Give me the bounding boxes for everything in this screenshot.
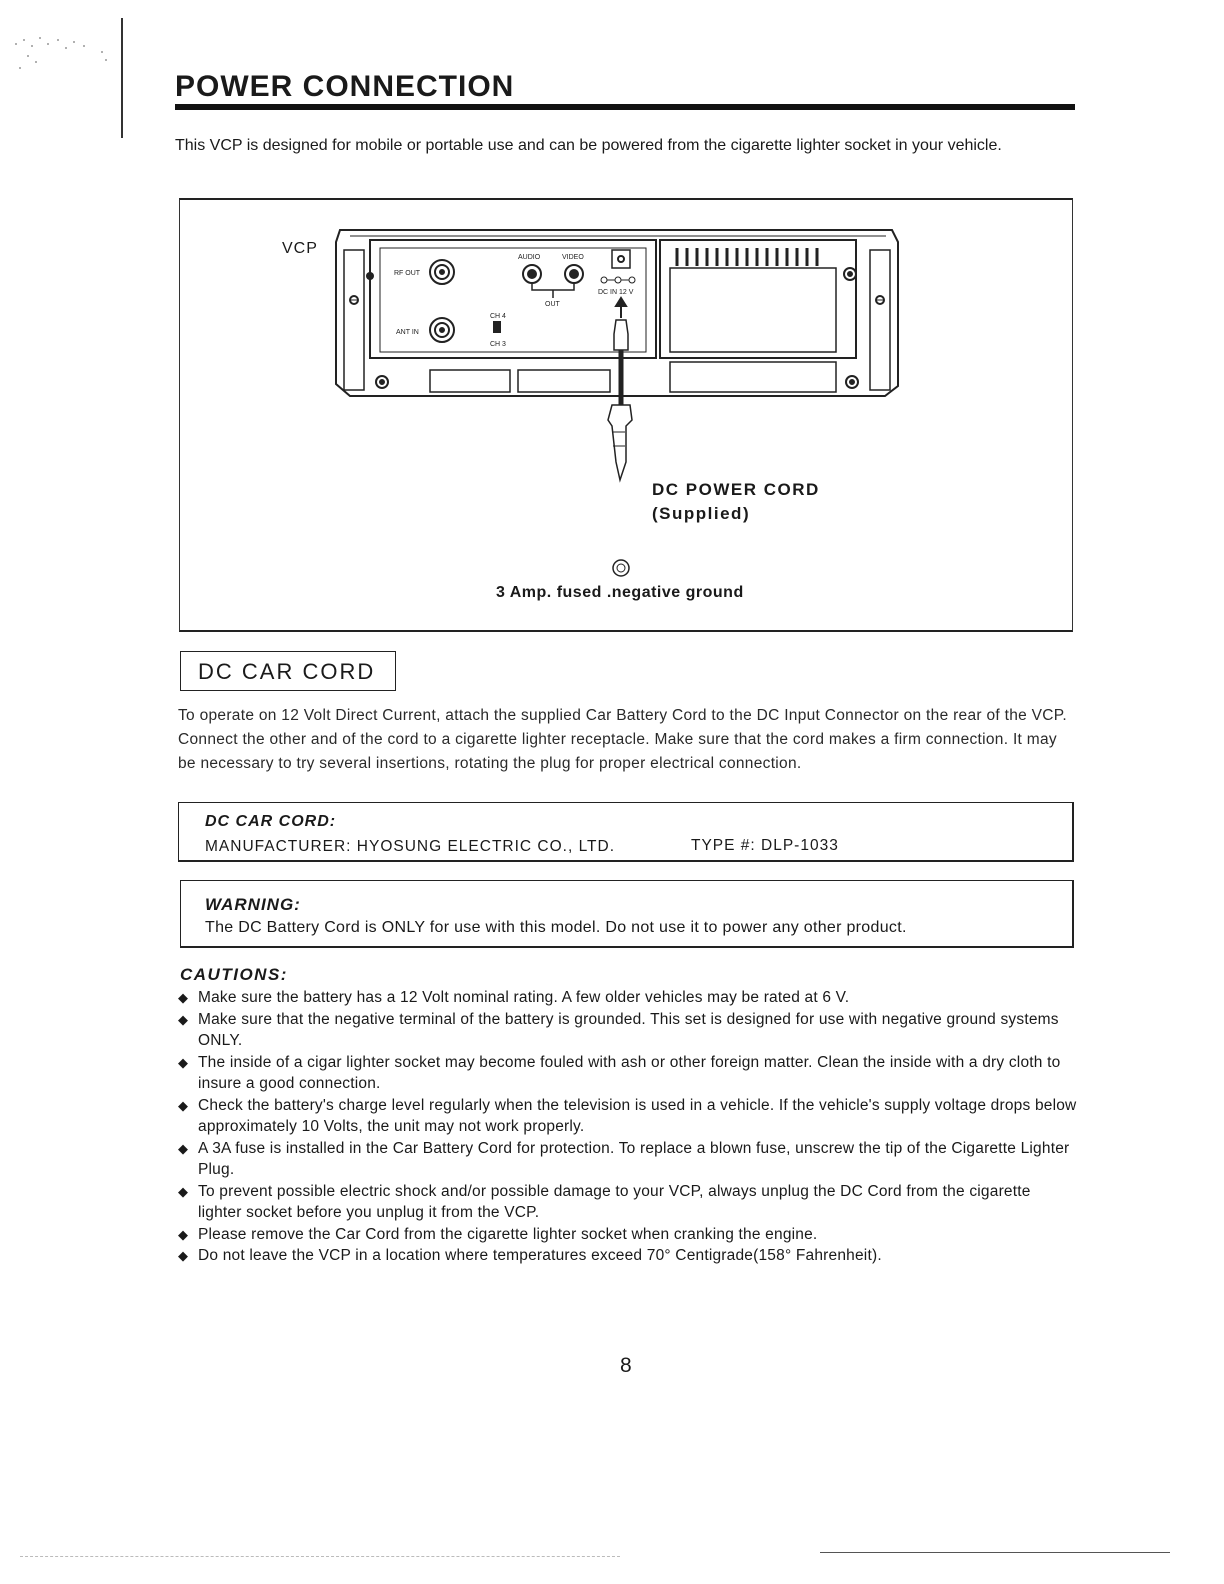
caution-text: Check the battery's charge level regularly when the television is used in a vehicle. If the vehicle's supply voltage drops below approximately 10 Volts, the unit may not work properly. bbox=[198, 1096, 1077, 1135]
vcp-label: VCP bbox=[282, 240, 318, 257]
caution-item bbox=[178, 1052, 1078, 1095]
title-rule bbox=[175, 104, 1075, 110]
dc-power-cord-line2: (Supplied) bbox=[652, 504, 751, 523]
scan-speckle bbox=[6, 30, 116, 90]
section-heading-dc-car-cord: DC CAR CORD bbox=[180, 651, 396, 691]
caution-item bbox=[178, 1224, 1078, 1246]
intro-paragraph: This VCP is designed for mobile or portable use and can be powered from the cigarette lighter socket in your vehicle. bbox=[175, 137, 1002, 154]
warning-title: WARNING: bbox=[205, 895, 301, 914]
page-title: POWER CONNECTION bbox=[175, 70, 515, 103]
ant-in-label: ANT IN bbox=[396, 329, 419, 336]
manufacturer-text: MANUFACTURER: HYOSUNG ELECTRIC CO., LTD. bbox=[205, 838, 616, 855]
diamond-bullet-icon: ◆ bbox=[178, 1248, 189, 1263]
warning-box bbox=[180, 880, 1074, 948]
diamond-bullet-icon: ◆ bbox=[178, 1140, 189, 1156]
page-number: 8 bbox=[620, 1354, 632, 1377]
cautions-title: CAUTIONS: bbox=[180, 965, 288, 984]
bottom-rule-left bbox=[20, 1556, 620, 1557]
cautions-list bbox=[178, 987, 1078, 1267]
caution-item bbox=[178, 1138, 1078, 1181]
diamond-bullet-icon: ◆ bbox=[178, 1183, 189, 1199]
caution-item bbox=[178, 1245, 1078, 1267]
vcp-rear-panel-drawing bbox=[180, 200, 1074, 634]
dc-power-cord-label bbox=[652, 478, 820, 526]
caution-text: To prevent possible electric shock and/or possible damage to your VCP, always unplug the DC Cord from the cigarette lighter socket before you unplug it from the VCP. bbox=[198, 1182, 1031, 1221]
dc-in-label: DC IN 12 V bbox=[598, 289, 634, 296]
diamond-bullet-icon: ◆ bbox=[178, 1226, 189, 1242]
caution-text: The inside of a cigar lighter socket may become fouled with ash or other foreign matter. Clean the inside with a dry cloth to insure a good connection. bbox=[198, 1053, 1061, 1092]
diamond-bullet-icon: ◆ bbox=[178, 1054, 189, 1070]
caution-item bbox=[178, 1009, 1078, 1052]
ch3-label: CH 3 bbox=[490, 341, 506, 348]
vcp-diagram bbox=[179, 198, 1073, 632]
caution-item bbox=[178, 987, 1078, 1009]
caution-text: Please remove the Car Cord from the cigarette lighter socket when cranking the engine. bbox=[198, 1225, 818, 1243]
caution-text: Make sure that the negative terminal of the battery is grounded. This set is designed for use with negative ground systems ONLY. bbox=[198, 1010, 1059, 1049]
caution-item bbox=[178, 1095, 1078, 1138]
dc-car-cord-info-box bbox=[178, 802, 1074, 862]
ch4-label: CH 4 bbox=[490, 313, 506, 320]
type-number-text: TYPE #: DLP-1033 bbox=[691, 837, 839, 854]
fuse-label: 3 Amp. fused .negative ground bbox=[496, 584, 744, 601]
info-box-title: DC CAR CORD: bbox=[205, 813, 337, 830]
out-label: OUT bbox=[545, 301, 560, 308]
video-label: VIDEO bbox=[562, 254, 584, 261]
diamond-bullet-icon: ◆ bbox=[178, 1011, 189, 1027]
rf-out-label: RF OUT bbox=[394, 270, 421, 277]
caution-text: A 3A fuse is installed in the Car Battery Cord for protection. To replace a blown fuse, unscrew the tip of the Cigarette Lighter Plug. bbox=[198, 1139, 1070, 1178]
dc-car-cord-paragraph: To operate on 12 Volt Direct Current, attach the supplied Car Battery Cord to the DC Input Connector on the rear of the VCP. Connect the other and of the cord to a cigarette lighter receptacle. Make sure that the cord makes a firm connection. It may be necessary to try several insertions, rotating the plug for proper electrical connection. bbox=[178, 707, 1068, 772]
caution-text: Make sure the battery has a 12 Volt nominal rating. A few older vehicles may be rated at 6 V. bbox=[198, 989, 850, 1006]
diamond-bullet-icon: ◆ bbox=[178, 1097, 189, 1113]
bottom-rule-right bbox=[820, 1552, 1170, 1553]
audio-label: AUDIO bbox=[518, 254, 541, 261]
diamond-bullet-icon: ◆ bbox=[178, 990, 189, 1005]
warning-text: The DC Battery Cord is ONLY for use with this model. Do not use it to power any other product. bbox=[205, 919, 907, 936]
margin-line bbox=[121, 18, 123, 138]
caution-item bbox=[178, 1181, 1078, 1224]
caution-text: Do not leave the VCP in a location where temperatures exceed 70° Centigrade(158° Fahrenheit). bbox=[198, 1247, 882, 1264]
dc-power-cord-line1: DC POWER CORD bbox=[652, 480, 820, 499]
